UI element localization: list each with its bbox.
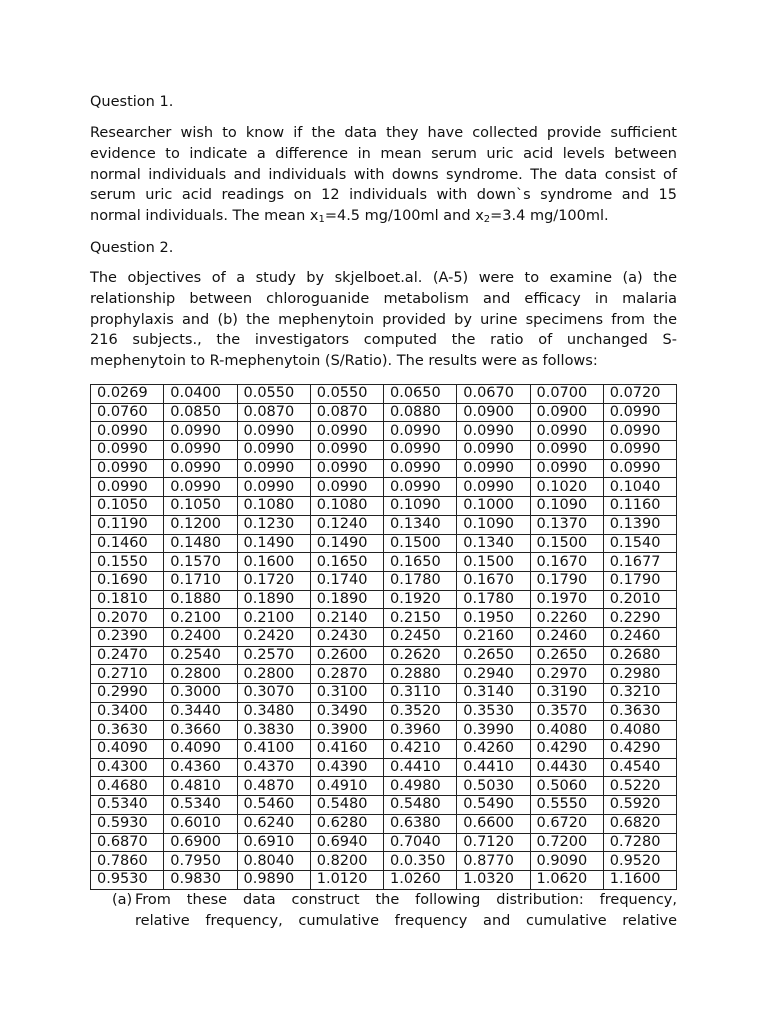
- table-cell: 0.3400: [91, 702, 164, 721]
- table-cell: 0.1500: [384, 534, 457, 553]
- question-1-line: evidence to indicate a difference in mean serum uric acid levels between: [90, 145, 677, 162]
- table-cell: 0.1650: [310, 553, 383, 572]
- table-cell: 0.4090: [91, 740, 164, 759]
- question-1-line: Researcher wish to know if the data they have collected provide sufficient: [90, 125, 677, 141]
- table-cell: 0.0990: [384, 478, 457, 497]
- table-cell: 0.5480: [384, 796, 457, 815]
- question-1-paragraph: [90, 123, 677, 231]
- table-cell: 0.3110: [384, 684, 457, 703]
- table-cell: 0.0990: [91, 478, 164, 497]
- table-cell: 0.3100: [310, 684, 383, 703]
- question-1-line: serum uric acid readings on 12 individuals with down`s syndrome and 15: [90, 187, 677, 204]
- table-cell: 0.1540: [603, 534, 676, 553]
- table-cell: 0.5490: [457, 796, 530, 815]
- table-cell: 0.5920: [603, 796, 676, 815]
- table-cell: 0.6240: [237, 814, 310, 833]
- table-cell: 0.3210: [603, 684, 676, 703]
- table-cell: 0.2150: [384, 609, 457, 628]
- table-cell: 0.5220: [603, 777, 676, 796]
- table-cell: 0.2290: [603, 609, 676, 628]
- table-cell: 0.0990: [603, 459, 676, 478]
- table-cell: 0.1200: [164, 515, 237, 534]
- table-cell: 0.0990: [91, 422, 164, 441]
- table-row: [91, 385, 677, 404]
- table-cell: 0.5460: [237, 796, 310, 815]
- table-cell: 0.2800: [237, 665, 310, 684]
- table-cell: 0.8040: [237, 852, 310, 871]
- table-cell: 0.1190: [91, 515, 164, 534]
- table-cell: 0.9530: [91, 870, 164, 889]
- table-cell: 0.5550: [530, 796, 603, 815]
- table-row: [91, 403, 677, 422]
- table-cell: 0.5340: [164, 796, 237, 815]
- table-cell: 0.6600: [457, 814, 530, 833]
- table-cell: 0.1160: [603, 497, 676, 516]
- question-1-line: normal individuals and individuals with downs syndrome. The data consist of: [90, 166, 677, 183]
- table-cell: 0.1490: [310, 534, 383, 553]
- table-cell: 0.0850: [164, 403, 237, 422]
- table-cell: 0.2400: [164, 627, 237, 646]
- table-cell: 0.4210: [384, 740, 457, 759]
- table-cell: 0.0990: [384, 441, 457, 460]
- table-cell: 0.4540: [603, 758, 676, 777]
- table-row: [91, 609, 677, 628]
- table-cell: 0.1000: [457, 497, 530, 516]
- table-cell: 0.1780: [384, 571, 457, 590]
- table-cell: 0.9890: [237, 870, 310, 889]
- table-cell: 0.0900: [457, 403, 530, 422]
- table-cell: 0.1810: [91, 590, 164, 609]
- table-cell: 0.1040: [603, 478, 676, 497]
- table-cell: 0.1370: [530, 515, 603, 534]
- table-cell: 0.1340: [384, 515, 457, 534]
- table-cell: 0.1050: [164, 497, 237, 516]
- table-row: [91, 441, 677, 460]
- table-cell: 0.4910: [310, 777, 383, 796]
- table-cell: 0.4370: [237, 758, 310, 777]
- table-cell: 0.1020: [530, 478, 603, 497]
- table-cell: 0.3480: [237, 702, 310, 721]
- table-cell: 0.7860: [91, 852, 164, 871]
- table-cell: 0.0990: [384, 459, 457, 478]
- table-cell: 0.4410: [457, 758, 530, 777]
- table-cell: 0.6900: [164, 833, 237, 852]
- question-2-line: 216 subjects., the investigators computed the ratio of unchanged S-: [90, 332, 677, 349]
- table-cell: 0.0990: [603, 441, 676, 460]
- table-row: [91, 721, 677, 740]
- table-cell: 0.1690: [91, 571, 164, 590]
- table-cell: 0.3900: [310, 721, 383, 740]
- question-2-line: mephenytoin to R-mephenytoin (S/Ratio). The results were as follows:: [90, 353, 598, 370]
- table-cell: 0.1720: [237, 571, 310, 590]
- table-cell: 0.1677: [603, 553, 676, 572]
- table-cell: 0.1090: [384, 497, 457, 516]
- table-cell: 0.0990: [457, 459, 530, 478]
- table-cell: 0.2260: [530, 609, 603, 628]
- table-cell: 0.0990: [237, 478, 310, 497]
- table-cell: 0.5030: [457, 777, 530, 796]
- table-cell: 0.3830: [237, 721, 310, 740]
- table-cell: 0.1480: [164, 534, 237, 553]
- table-cell: 0.2570: [237, 646, 310, 665]
- table-cell: 0.3960: [384, 721, 457, 740]
- table-cell: 0.1710: [164, 571, 237, 590]
- table-cell: 0.1950: [457, 609, 530, 628]
- table-cell: 0.1780: [457, 590, 530, 609]
- subscript-1: 1: [318, 214, 325, 226]
- table-cell: 0.1080: [237, 497, 310, 516]
- table-cell: 0.2470: [91, 646, 164, 665]
- table-cell: 0.2450: [384, 627, 457, 646]
- table-cell: 0.0990: [237, 441, 310, 460]
- table-cell: 0.1500: [530, 534, 603, 553]
- table-cell: 0.2100: [164, 609, 237, 628]
- table-cell: 0.9090: [530, 852, 603, 871]
- table-row: [91, 814, 677, 833]
- table-cell: 0.4290: [530, 740, 603, 759]
- table-cell: 0.4870: [237, 777, 310, 796]
- table-row: [91, 777, 677, 796]
- table-cell: 0.0990: [164, 478, 237, 497]
- question-2-paragraph: [90, 268, 677, 372]
- table-cell: 0.1670: [457, 571, 530, 590]
- table-cell: 0.0990: [310, 478, 383, 497]
- table-cell: 0.9520: [603, 852, 676, 871]
- table-cell: 0.0.350: [384, 852, 457, 871]
- table-cell: 0.2100: [237, 609, 310, 628]
- table-row: [91, 553, 677, 572]
- table-cell: 0.1890: [237, 590, 310, 609]
- s-ratio-data-table: [90, 384, 677, 890]
- table-cell: 0.0880: [384, 403, 457, 422]
- table-cell: 0.4160: [310, 740, 383, 759]
- table-cell: 0.0990: [237, 459, 310, 478]
- table-cell: 0.0990: [310, 422, 383, 441]
- table-cell: 0.0870: [310, 403, 383, 422]
- list-item-line: relative frequency, cumulative frequency and cumulative relative: [135, 913, 677, 929]
- table-cell: 0.2460: [530, 627, 603, 646]
- table-cell: 0.4390: [310, 758, 383, 777]
- table-cell: 0.0670: [457, 385, 530, 404]
- table-row: [91, 627, 677, 646]
- table-row: [91, 684, 677, 703]
- list-item-line: From these data construct the following distribution: frequency,: [135, 892, 677, 908]
- table-cell: 0.2460: [603, 627, 676, 646]
- question-2-line: relationship between chloroguanide metabolism and efficacy in malaria: [90, 290, 677, 307]
- table-cell: 0.5480: [310, 796, 383, 815]
- table-row: [91, 534, 677, 553]
- data-table-body: [91, 385, 677, 890]
- table-row: [91, 422, 677, 441]
- list-item-text: [135, 890, 677, 932]
- table-cell: 0.2710: [91, 665, 164, 684]
- table-cell: 0.2420: [237, 627, 310, 646]
- table-cell: 0.1340: [457, 534, 530, 553]
- table-cell: 0.6870: [91, 833, 164, 852]
- table-cell: 0.5930: [91, 814, 164, 833]
- table-cell: 0.0870: [237, 403, 310, 422]
- subscript-2: 2: [483, 214, 491, 226]
- table-cell: 0.1570: [164, 553, 237, 572]
- table-cell: 0.1550: [91, 553, 164, 572]
- table-cell: 0.6820: [603, 814, 676, 833]
- table-cell: 0.1460: [91, 534, 164, 553]
- table-cell: 0.2390: [91, 627, 164, 646]
- table-cell: 0.0720: [603, 385, 676, 404]
- table-row: [91, 702, 677, 721]
- table-cell: 0.2880: [384, 665, 457, 684]
- table-cell: 0.2870: [310, 665, 383, 684]
- table-cell: 0.0990: [457, 422, 530, 441]
- table-cell: 0.0990: [530, 459, 603, 478]
- table-cell: 0.1880: [164, 590, 237, 609]
- table-cell: 0.0550: [310, 385, 383, 404]
- table-cell: 0.2430: [310, 627, 383, 646]
- table-cell: 0.1600: [237, 553, 310, 572]
- table-cell: 0.8770: [457, 852, 530, 871]
- table-cell: 0.4980: [384, 777, 457, 796]
- table-cell: 0.1490: [237, 534, 310, 553]
- table-cell: 1.0620: [530, 870, 603, 889]
- table-row: [91, 740, 677, 759]
- table-row: [91, 459, 677, 478]
- table-cell: 0.1670: [530, 553, 603, 572]
- table-cell: 0.0400: [164, 385, 237, 404]
- table-cell: 0.9830: [164, 870, 237, 889]
- table-row: [91, 497, 677, 516]
- table-cell: 0.4410: [384, 758, 457, 777]
- list-marker: (a): [112, 892, 133, 908]
- table-cell: 0.3990: [457, 721, 530, 740]
- table-row: [91, 571, 677, 590]
- table-cell: 0.2980: [603, 665, 676, 684]
- table-cell: 0.0990: [530, 422, 603, 441]
- table-cell: 0.7200: [530, 833, 603, 852]
- table-cell: 0.2010: [603, 590, 676, 609]
- question-2-line: The objectives of a study by skjelboet.al. (A-5) were to examine (a) the: [90, 270, 677, 286]
- table-row: [91, 758, 677, 777]
- table-cell: 0.4090: [164, 740, 237, 759]
- table-cell: 0.2990: [91, 684, 164, 703]
- table-cell: 0.4430: [530, 758, 603, 777]
- table-cell: 0.1230: [237, 515, 310, 534]
- table-cell: 0.0990: [164, 459, 237, 478]
- table-cell: 1.0260: [384, 870, 457, 889]
- table-cell: 0.2650: [457, 646, 530, 665]
- table-cell: 0.4360: [164, 758, 237, 777]
- table-row: [91, 646, 677, 665]
- table-cell: 0.5060: [530, 777, 603, 796]
- table-cell: 0.1970: [530, 590, 603, 609]
- question-1-last-line: normal individuals. The mean $x_1=4.5$ mg/100ml and $x_2=3.4$ mg/100ml.: [90, 208, 609, 226]
- table-cell: 0.0990: [237, 422, 310, 441]
- table-cell: 0.1390: [603, 515, 676, 534]
- table-cell: 0.3440: [164, 702, 237, 721]
- table-cell: 0.0990: [603, 422, 676, 441]
- table-cell: 0.2650: [530, 646, 603, 665]
- table-cell: 0.3630: [91, 721, 164, 740]
- table-cell: 0.7040: [384, 833, 457, 852]
- table-cell: 0.4080: [530, 721, 603, 740]
- table-cell: 0.2600: [310, 646, 383, 665]
- table-cell: 0.0990: [457, 441, 530, 460]
- table-cell: 0.1090: [530, 497, 603, 516]
- table-cell: 0.3190: [530, 684, 603, 703]
- table-cell: 0.0900: [530, 403, 603, 422]
- table-row: [91, 796, 677, 815]
- table-row: [91, 665, 677, 684]
- table-cell: 0.0990: [384, 422, 457, 441]
- table-cell: 0.3630: [603, 702, 676, 721]
- table-cell: 0.7280: [603, 833, 676, 852]
- table-cell: 0.1500: [457, 553, 530, 572]
- table-cell: 0.0990: [164, 422, 237, 441]
- table-cell: 0.3570: [530, 702, 603, 721]
- table-cell: 0.2070: [91, 609, 164, 628]
- table-cell: 0.1650: [384, 553, 457, 572]
- table-cell: 0.3490: [310, 702, 383, 721]
- table-cell: 0.3000: [164, 684, 237, 703]
- table-cell: 0.1790: [603, 571, 676, 590]
- table-cell: 0.1240: [310, 515, 383, 534]
- table-cell: 0.1890: [310, 590, 383, 609]
- table-cell: 0.0650: [384, 385, 457, 404]
- table-cell: 0.7950: [164, 852, 237, 871]
- table-cell: 1.0320: [457, 870, 530, 889]
- table-cell: 1.1600: [603, 870, 676, 889]
- table-cell: 0.2680: [603, 646, 676, 665]
- table-cell: 0.4290: [603, 740, 676, 759]
- table-row: [91, 852, 677, 871]
- table-cell: 0.6940: [310, 833, 383, 852]
- table-cell: 0.0990: [91, 441, 164, 460]
- question-2-heading: Question 2.: [90, 240, 174, 256]
- table-row: [91, 870, 677, 889]
- question-1-heading: Question 1.: [90, 94, 174, 110]
- table-cell: 0.2620: [384, 646, 457, 665]
- table-cell: 0.6380: [384, 814, 457, 833]
- table-cell: 0.1740: [310, 571, 383, 590]
- table-cell: 0.1920: [384, 590, 457, 609]
- table-cell: 0.3070: [237, 684, 310, 703]
- table-cell: 0.7120: [457, 833, 530, 852]
- table-cell: 0.4100: [237, 740, 310, 759]
- table-cell: 0.0990: [603, 403, 676, 422]
- table-cell: 0.1790: [530, 571, 603, 590]
- table-cell: 0.0990: [310, 441, 383, 460]
- table-row: [91, 515, 677, 534]
- table-row: [91, 833, 677, 852]
- table-cell: 0.0550: [237, 385, 310, 404]
- table-cell: 0.3520: [384, 702, 457, 721]
- table-cell: 0.0990: [310, 459, 383, 478]
- table-cell: 0.3530: [457, 702, 530, 721]
- table-cell: 0.1090: [457, 515, 530, 534]
- table-cell: 0.4080: [603, 721, 676, 740]
- table-cell: 0.6910: [237, 833, 310, 852]
- table-cell: 0.6010: [164, 814, 237, 833]
- table-cell: 0.4300: [91, 758, 164, 777]
- table-cell: 1.0120: [310, 870, 383, 889]
- table-cell: 0.2940: [457, 665, 530, 684]
- table-cell: 0.0990: [91, 459, 164, 478]
- table-cell: 0.1050: [91, 497, 164, 516]
- table-cell: 0.4680: [91, 777, 164, 796]
- table-cell: 0.3660: [164, 721, 237, 740]
- table-row: [91, 590, 677, 609]
- table-cell: 0.2160: [457, 627, 530, 646]
- table-cell: 0.2540: [164, 646, 237, 665]
- table-row: [91, 478, 677, 497]
- table-cell: 0.3140: [457, 684, 530, 703]
- table-cell: 0.0990: [457, 478, 530, 497]
- table-cell: 0.8200: [310, 852, 383, 871]
- table-cell: 0.6720: [530, 814, 603, 833]
- table-cell: 0.0990: [164, 441, 237, 460]
- table-cell: 0.0269: [91, 385, 164, 404]
- table-cell: 0.6280: [310, 814, 383, 833]
- table-cell: 0.1080: [310, 497, 383, 516]
- table-cell: 0.0760: [91, 403, 164, 422]
- question-2-line: prophylaxis and (b) the mephenytoin provided by urine specimens from the: [90, 311, 677, 328]
- table-cell: 0.2140: [310, 609, 383, 628]
- table-cell: 0.4260: [457, 740, 530, 759]
- table-cell: 0.0990: [530, 441, 603, 460]
- table-cell: 0.4810: [164, 777, 237, 796]
- table-cell: 0.0700: [530, 385, 603, 404]
- table-cell: 0.2970: [530, 665, 603, 684]
- table-cell: 0.2800: [164, 665, 237, 684]
- table-cell: 0.5340: [91, 796, 164, 815]
